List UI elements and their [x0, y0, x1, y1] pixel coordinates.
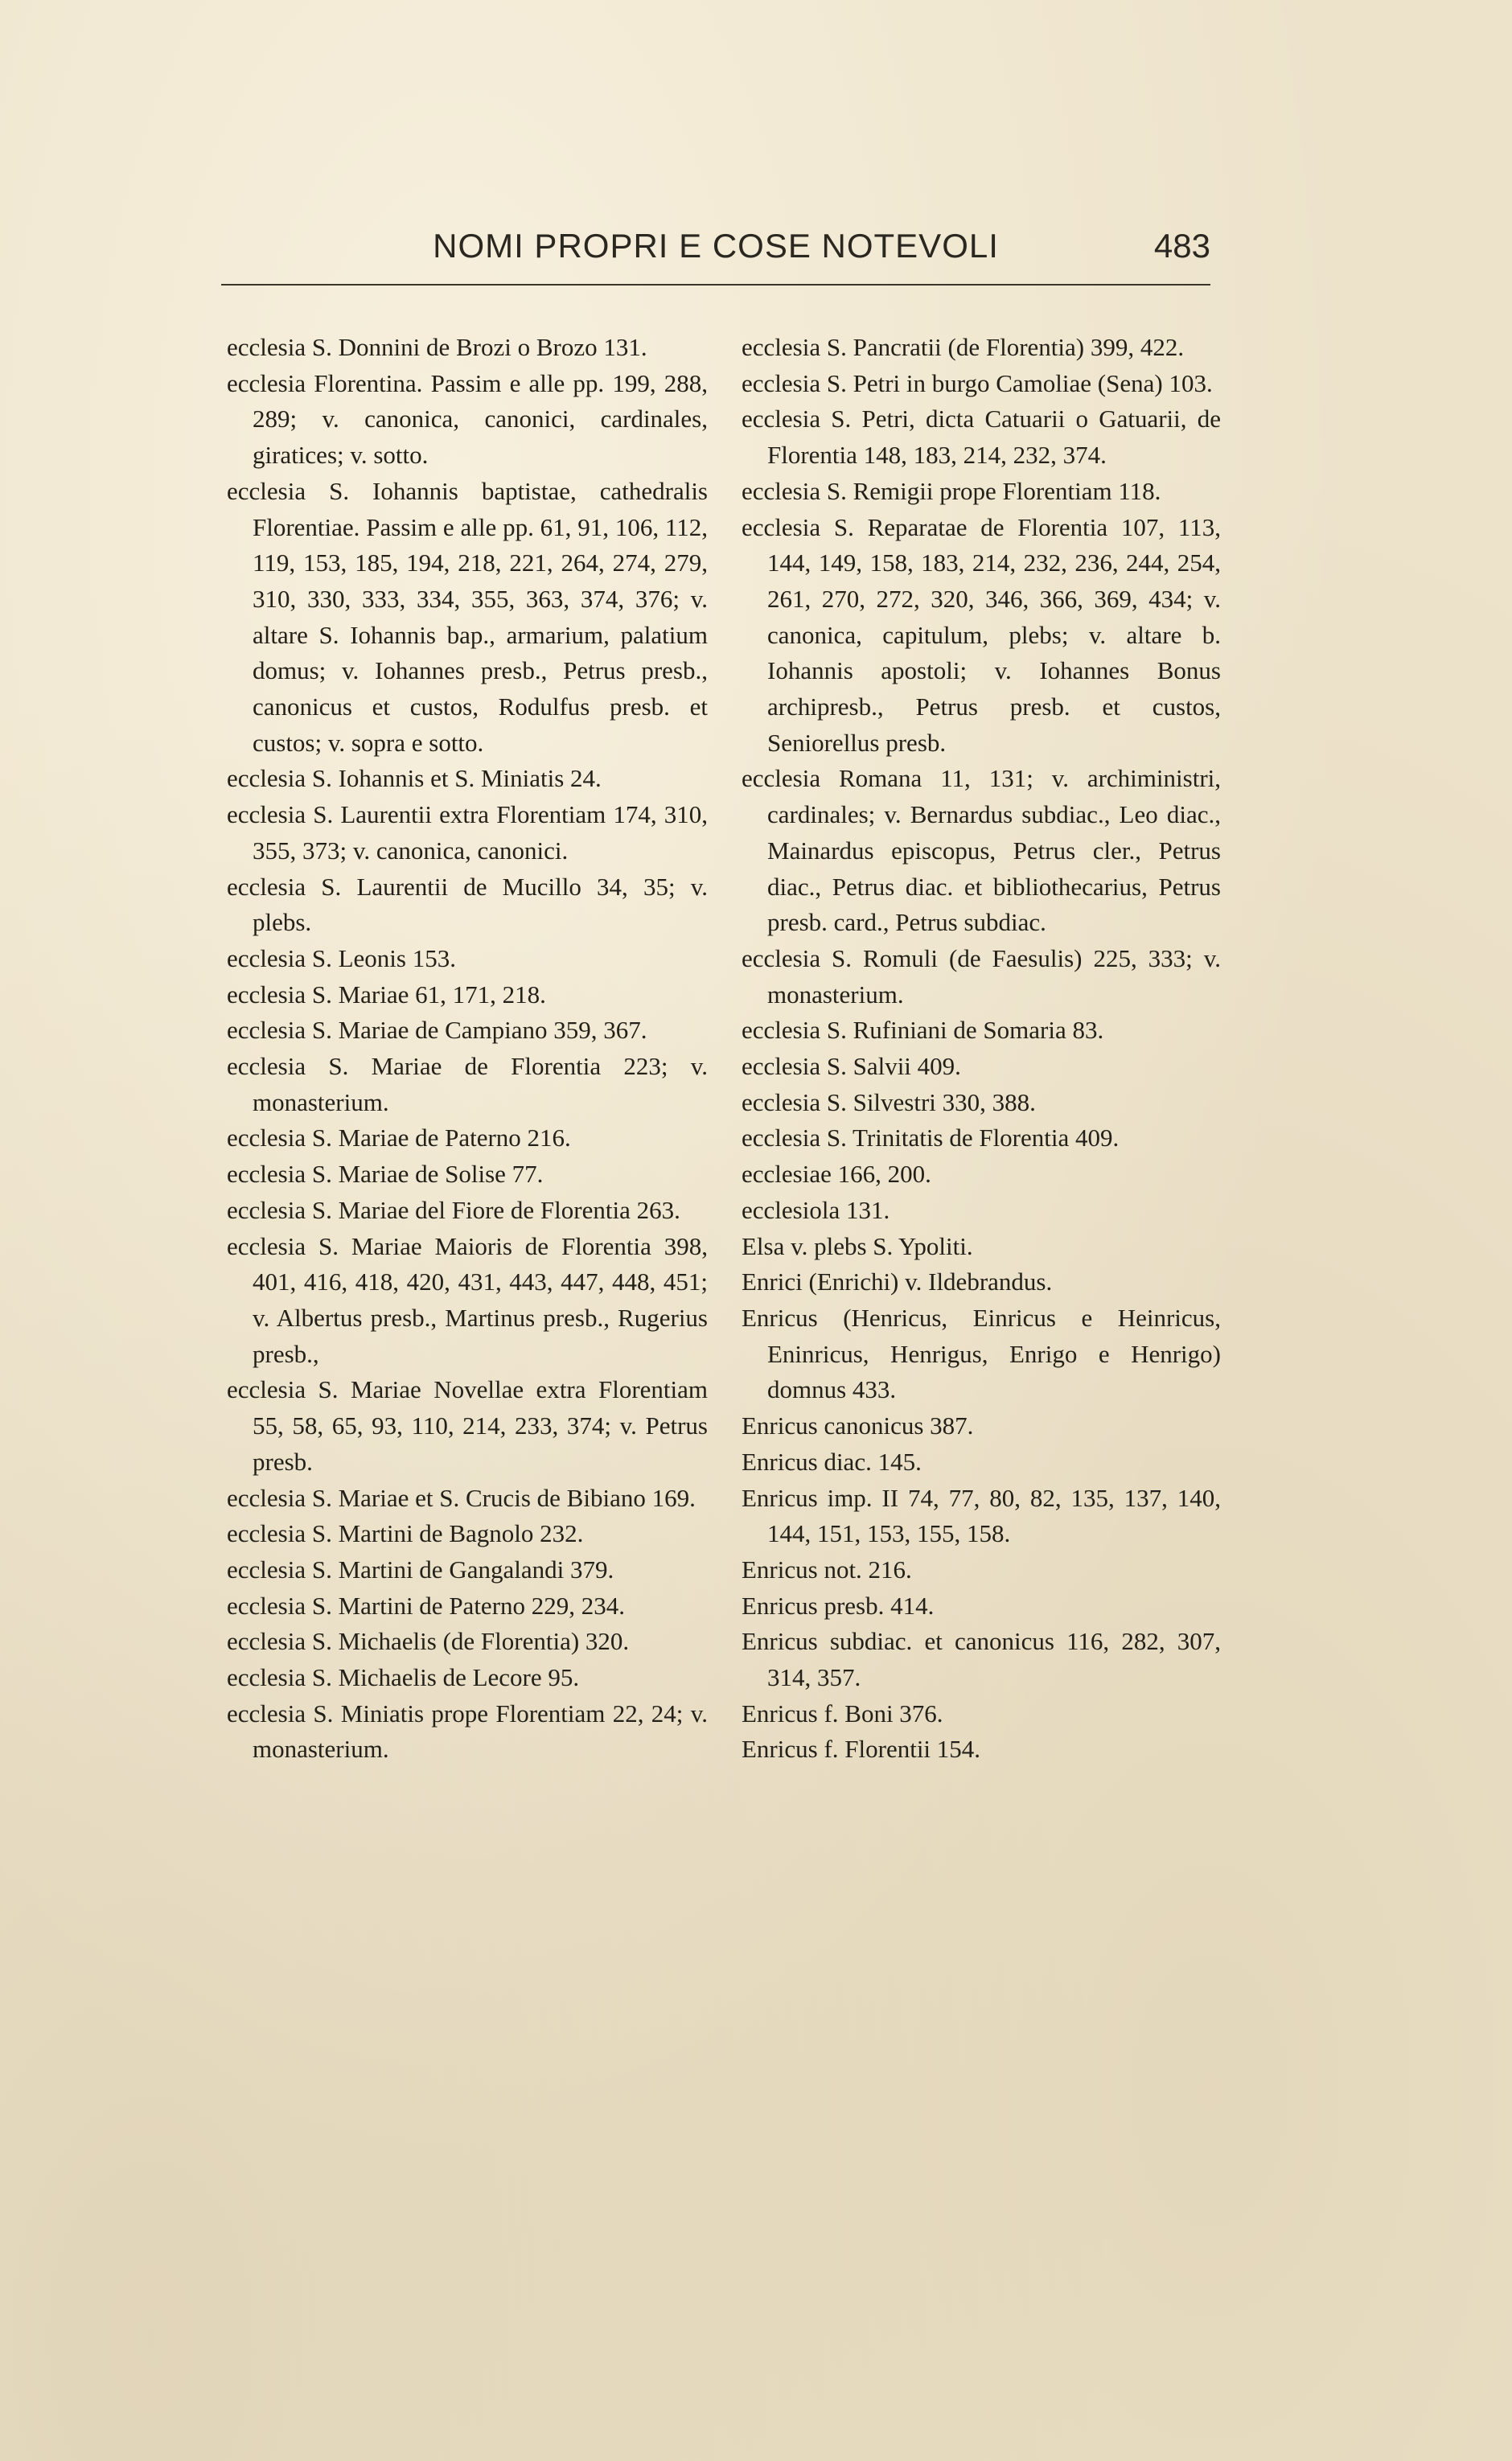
index-entry: ecclesia S. Martini de Paterno 229, 234.: [227, 1591, 626, 1620]
index-entry: ecclesia S. Silvestri 330, 388.: [742, 1087, 1036, 1116]
index-entry: Enricus imp. II 74, 77, 80, 82, 135, 137, 140, 144, 151, 153, 155, 158.: [742, 1483, 1221, 1548]
index-entry: ecclesia S. Laurentii extra Florentiam 174, 310, 355, 373; v. canonica, canonici.: [227, 800, 708, 865]
index-entry: Enricus (Henricus, Einricus e Heinricus, Eninricus, Henrigus, Enrigo e Henrigo) domnus 433.: [742, 1303, 1221, 1404]
index-entry: Elsa v. plebs S. Ypoliti.: [742, 1231, 973, 1260]
index-entry: Enricus f. Boni 376.: [742, 1699, 943, 1728]
index-entry: ecclesiae 166, 200.: [742, 1160, 931, 1189]
index-entry: Enricus subdiac. et canonicus 116, 282, 307, 314, 357.: [742, 1627, 1221, 1692]
index-entry: ecclesia S. Reparatae de Florentia 107, 113, 144, 149, 158, 183, 214, 232, 236, 244, 254, 261, 270, 272, 320, 346, 366, 369, 434; v. canonica, capitulum, plebs; v. altare b. Iohannis apostoli; v. Iohannes Bonus archipresb., Petrus presb. et custos, Seniorellus presb.: [742, 512, 1221, 757]
index-entry: Enricus presb. 414.: [742, 1591, 935, 1620]
index-entry: Enrici (Enrichi) v. Ildebrandus.: [742, 1267, 1053, 1296]
index-entry: ecclesia S. Laurentii de Mucillo 34, 35; v. plebs.: [227, 872, 708, 937]
index-entry: ecclesia S. Rufiniani de Somaria 83.: [742, 1016, 1104, 1045]
index-entry: ecclesia S. Mariae de Paterno 216.: [227, 1124, 571, 1152]
page-title: NOMI PROPRI E COSE NOTEVOLI: [433, 227, 999, 265]
index-entry: ecclesia S. Romuli (de Faesulis) 225, 333; v. monasterium.: [742, 943, 1221, 1009]
index-entry: ecclesia S. Iohannis baptistae, cathedralis Florentiae. Passim e alle pp. 61, 91, 106, 112, 119, 153, 185, 194, 218, 221, 264, 274, 279, 310, 330, 333, 334, 355, 363, 374, 376; v. altare S. Iohannis bap., armarium, palatium domus; v. Iohannes presb., Petrus presb., canonicus et custos, Rodulfus presb. et custos; v. sopra e sotto.: [227, 476, 708, 757]
index-entry: ecclesia S. Leonis 153.: [227, 943, 456, 972]
index-column-right: [742, 330, 1221, 1768]
index-entry: ecclesia S. Martini de Gangalandi 379.: [227, 1555, 614, 1584]
index-entry: ecclesia S. Mariae de Solise 77.: [227, 1160, 544, 1189]
header-rule: [221, 284, 1210, 286]
index-entry: Enricus not. 216.: [742, 1555, 912, 1584]
index-entry: ecclesia S. Petri, dicta Catuarii o Gatuarii, de Florentia 148, 183, 214, 232, 374.: [742, 405, 1221, 470]
index-entry: ecclesia S. Miniatis prope Florentiam 22, 24; v. monasterium.: [227, 1699, 708, 1764]
running-header: [221, 227, 1210, 275]
index-entry: ecclesia S. Remigii prope Florentiam 118.: [742, 476, 1161, 505]
index-entry: ecclesia S. Pancratii (de Florentia) 399, 422.: [742, 333, 1185, 361]
index-entry: ecclesiola 131.: [742, 1195, 890, 1224]
index-entry: ecclesia S. Mariae de Campiano 359, 367.: [227, 1016, 647, 1045]
index-entry: ecclesia S. Mariae Novellae extra Florentiam 55, 58, 65, 93, 110, 214, 233, 374; v. Petrus presb.: [227, 1375, 708, 1476]
index-entry: ecclesia S. Mariae Maioris de Florentia 398, 401, 416, 418, 420, 431, 443, 447, 448, 451; v. Albertus presb., Martinus presb., Rugerius presb.,: [227, 1231, 708, 1368]
index-entry: ecclesia S. Iohannis et S. Miniatis 24.: [227, 764, 602, 793]
index-entry: ecclesia S. Martini de Bagnolo 232.: [227, 1519, 584, 1548]
index-entry: Enricus diac. 145.: [742, 1447, 922, 1476]
index-entry: Enricus f. Florentii 154.: [742, 1735, 981, 1764]
index-entry: ecclesia S. Mariae 61, 171, 218.: [227, 980, 546, 1009]
index-entry: ecclesia Florentina. Passim e alle pp. 199, 288, 289; v. canonica, canonici, cardinales, giratices; v. sotto.: [227, 368, 708, 470]
index-column-left: [227, 330, 708, 1768]
index-entry: ecclesia S. Salvii 409.: [742, 1052, 961, 1081]
index-entry: ecclesia S. Michaelis de Lecore 95.: [227, 1663, 580, 1692]
index-entry: ecclesia S. Mariae et S. Crucis de Bibiano 169.: [227, 1483, 696, 1512]
page-number: 483: [1153, 227, 1210, 265]
index-entry: ecclesia S. Mariae del Fiore de Florentia 263.: [227, 1195, 680, 1224]
index-entry: ecclesia S. Trinitatis de Florentia 409.: [742, 1124, 1120, 1152]
index-entry: ecclesia S. Donnini de Brozi o Brozo 131.: [227, 333, 647, 361]
index-entry: ecclesia S. Mariae de Florentia 223; v. monasterium.: [227, 1052, 708, 1116]
index-entry: ecclesia S. Petri in burgo Camoliae (Sena) 103.: [742, 368, 1213, 397]
index-entry: ecclesia Romana 11, 131; v. archiministri, cardinales; v. Bernardus subdiac., Leo diac., Mainardus episcopus, Petrus cler., Petrus diac., Petrus diac. et bibliothecarius, Petrus presb. card., Petrus subdiac.: [742, 764, 1221, 937]
index-entry: ecclesia S. Michaelis (de Florentia) 320.: [227, 1627, 630, 1656]
index-entry: Enricus canonicus 387.: [742, 1411, 974, 1440]
